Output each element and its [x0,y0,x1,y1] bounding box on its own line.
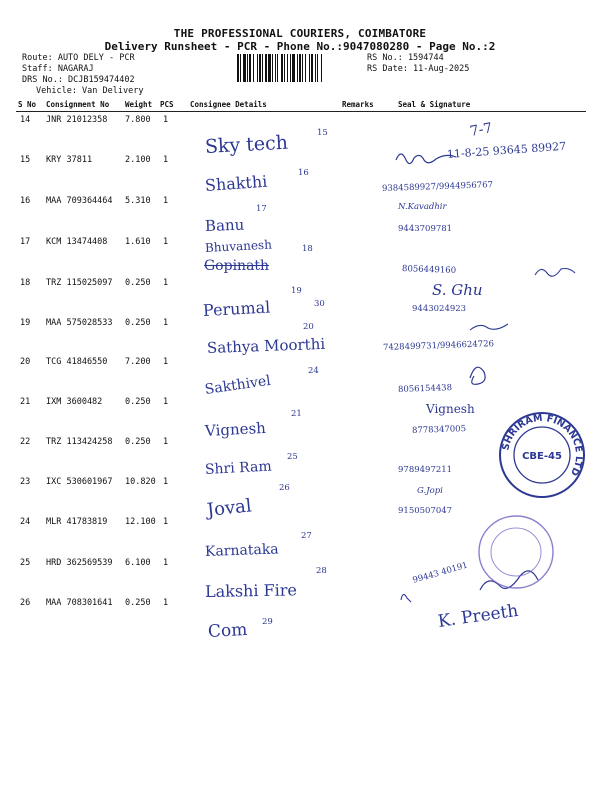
handwritten-number: 20 [303,322,314,332]
company-title: THE PROFESSIONAL COURIERS, COIMBATORE [173,27,427,40]
row-consignment: TCG 41846550 [46,357,108,367]
handwritten-phone: 8778347005 [411,424,467,436]
seal-stamp-oval [479,516,553,588]
row-pcs: 1 [163,357,169,367]
handwritten-number: 16 [298,168,309,178]
seal-stamp-inner [491,528,541,576]
seal-branch: CBE-45 [522,451,562,462]
row-consignment: HRD 362569539 [46,558,113,568]
handwritten-consignee: Banu [204,215,245,235]
handwritten-phone-2: 9443024923 [412,304,467,314]
row-sno: 25 [20,558,31,568]
handwritten-number: 19 [291,286,302,296]
staff-label: Staff: NAGARAJ [22,64,94,74]
row-weight: 12.100 [125,517,156,527]
handwritten-consignee: Bhuvanesh [204,237,273,255]
handwritten-phone: 9150507047 [398,506,453,516]
handwritten-phone: 8056449160 [401,264,457,276]
company-seal-stamp [497,410,587,500]
handwritten-signature: G.Jopi [417,486,443,496]
signature-scribble [535,269,575,277]
row-sno: 26 [20,598,31,608]
handwritten-struck-name: Gopinath [204,258,270,274]
handwritten-consignee: Sky tech [204,131,289,158]
row-sno: 24 [20,517,31,527]
drs-label: DRS No.: DCJB159474402 [22,75,135,85]
col-header-consignee: Consignee Details [190,100,267,109]
row-consignment: MAA 575028533 [46,318,113,328]
handwritten-consignee: Shri Ram [204,458,273,478]
handwritten-signature: K. Preeth [436,600,520,632]
row-sno: 22 [20,437,31,447]
row-weight: 0.250 [125,598,151,608]
row-consignment: MLR 41783819 [46,517,108,527]
row-consignment: MAA 709364464 [46,196,113,206]
handwritten-number: 17 [256,204,267,214]
handwritten-consignee: Perumal [202,297,271,320]
handwritten-phone: 9384589927/9944956767 [381,180,494,194]
col-header-pcs: PCS [160,100,174,109]
row-weight: 6.100 [125,558,151,568]
row-pcs: 1 [163,237,169,247]
signature-scribble [470,367,485,384]
handwritten-consignee: Joval [205,495,253,521]
handwritten-phone: 7428499731/9946624726 [382,339,495,353]
signature-scribble [470,324,508,330]
handwritten-number: 25 [287,452,298,462]
row-pcs: 1 [163,115,169,125]
row-weight: 7.800 [125,115,151,125]
handwritten-signature: 11-8-25 93645 89927 [446,139,567,161]
handwritten-number: 28 [316,566,327,576]
handwritten-signature: Vignesh [426,402,475,416]
row-pcs: 1 [163,437,169,447]
row-pcs: 1 [163,278,169,288]
handwritten-number: 26 [279,483,290,493]
row-consignment: IXC 530601967 [46,477,113,487]
row-pcs: 1 [163,318,169,328]
col-header-sno: S No [18,100,37,109]
handwritten-consignee: Sakthivel [203,372,272,398]
row-sno: 23 [20,477,31,487]
route-label: Route: AUTO DELY - PCR [22,53,135,63]
handwritten-consignee: Sathya Moorthi [206,334,326,357]
handwritten-phone: 99443 40191 [411,560,469,586]
handwritten-signature: 7-7 [468,120,494,140]
row-weight: 5.310 [125,196,151,206]
row-weight: 1.610 [125,237,151,247]
row-weight: 2.100 [125,155,151,165]
row-consignment: KRY 37811 [46,155,93,165]
row-pcs: 1 [163,517,169,527]
handwritten-phone: 8056154438 [397,383,453,395]
row-pcs: 1 [163,477,169,487]
row-weight: 7.200 [125,357,151,367]
row-sno: 19 [20,318,31,328]
handwritten-signature: N.Kavadhir [398,202,447,212]
row-consignment: IXM 3600482 [46,397,103,407]
row-sno: 20 [20,357,31,367]
row-pcs: 1 [163,558,169,568]
row-sno: 16 [20,196,31,206]
handwritten-number: 29 [262,617,273,627]
handwritten-consignee: Lakshi Fire [204,580,298,601]
row-pcs: 1 [163,196,169,206]
svg-text:SHRIRAM FINANCE LTD [500,413,584,478]
handwritten-number: 15 [317,128,328,138]
handwritten-number: 27 [301,531,312,541]
col-header-weight: Weight [125,100,153,109]
handwritten-number: 18 [302,244,313,254]
row-consignment: KCM 13474408 [46,237,108,247]
row-pcs: 1 [163,397,169,407]
handwritten-phone: 9443709781 [398,224,453,234]
handwritten-number-2: 30 [314,299,325,309]
row-pcs: 1 [163,598,169,608]
row-sno: 14 [20,115,31,125]
handwritten-consignee: Karnataka [204,541,279,560]
handwritten-phone: 9789497211 [398,465,453,475]
runsheet-subtitle: Delivery Runsheet - PCR - Phone No.:9047080280 - Page No.:2 [104,40,496,53]
vehicle-label: Vehicle: Van Delivery [36,86,144,96]
seal-text: SHRIRAM FINANCE LTD [500,412,585,478]
row-weight: 0.250 [125,437,151,447]
handwritten-consignee: Com [207,619,248,642]
row-sno: 18 [20,278,31,288]
signature-scribble [396,154,456,164]
row-consignment: MAA 708301641 [46,598,113,608]
row-sno: 17 [20,237,31,247]
handwritten-number: 24 [308,366,319,376]
row-weight: 0.250 [125,397,151,407]
row-pcs: 1 [163,155,169,165]
row-weight: 0.250 [125,278,151,288]
col-header-seal: Seal & Signature [398,100,471,109]
signature-scribble [401,594,411,602]
handwritten-signature: S. Ghu [432,281,483,299]
row-sno: 21 [20,397,31,407]
handwritten-consignee: Vignesh [204,418,267,440]
row-weight: 0.250 [125,318,151,328]
col-header-remarks: Remarks [342,100,374,109]
row-consignment: TRZ 115025097 [46,278,113,288]
handwritten-number: 21 [291,409,302,419]
row-weight: 10.820 [125,477,156,487]
handwritten-consignee: Shakthi [204,171,268,195]
row-consignment: TRZ 113424258 [46,437,113,447]
row-consignment: JNR 21012358 [46,115,108,125]
rs-number: RS No.: 1594744 [367,53,444,63]
rs-date: RS Date: 11-Aug-2025 [367,64,470,74]
row-sno: 15 [20,155,31,165]
col-header-consignment: Consignment No [46,100,110,109]
